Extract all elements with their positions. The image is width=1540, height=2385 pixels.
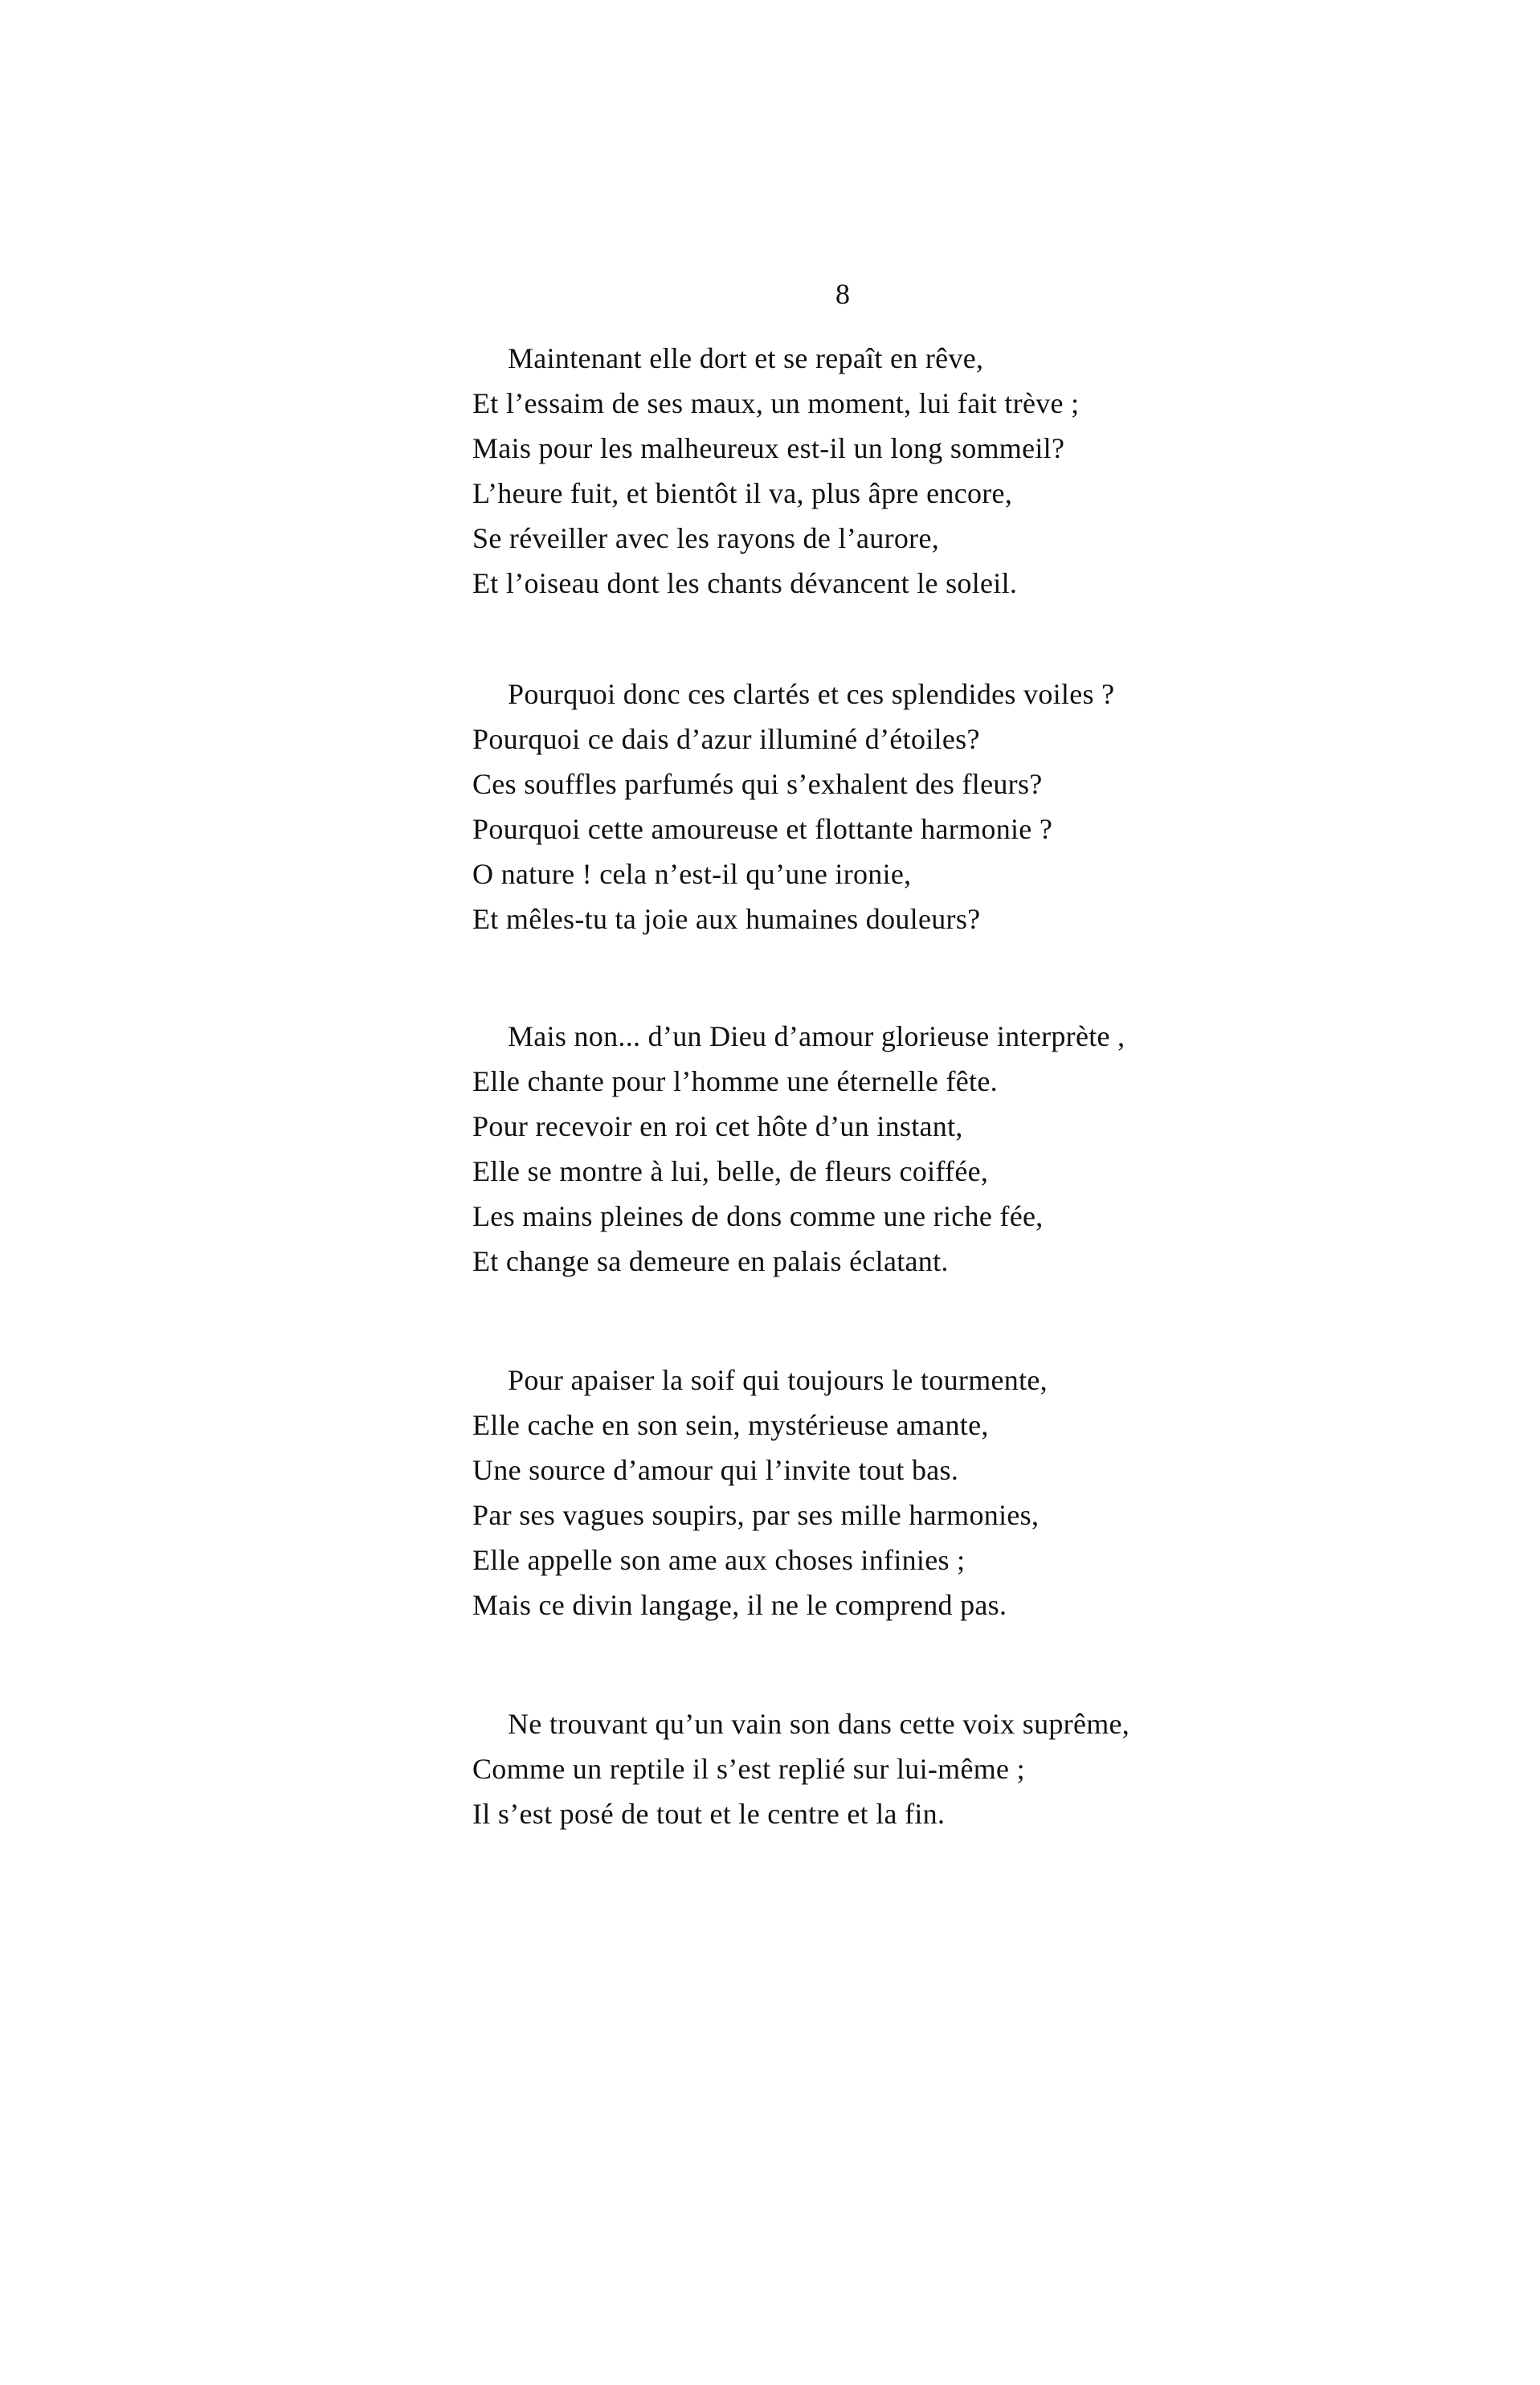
verse-line: Pourquoi ce dais d’azur illuminé d’étoiles? — [472, 723, 980, 755]
verse-line: Elle chante pour l’homme une éternelle fête. — [472, 1065, 998, 1097]
verse-line: Elle cache en son sein, mystérieuse amante, — [472, 1409, 989, 1441]
verse-line: Et change sa demeure en palais éclatant. — [472, 1245, 949, 1277]
verse-line: Et mêles-tu ta joie aux humaines douleurs? — [472, 903, 981, 935]
verse-line: Il s’est posé de tout et le centre et la fin. — [472, 1798, 946, 1830]
page-number: 8 — [835, 278, 850, 310]
verse-line: Elle appelle son ame aux choses infinies ; — [472, 1544, 966, 1576]
verse-line: L’heure fuit, et bientôt il va, plus âpre encore, — [472, 477, 1013, 509]
verse-line: Pour apaiser la soif qui toujours le tourmente, — [508, 1364, 1048, 1396]
stanza — [472, 1701, 1276, 1836]
verse-line: Mais pour les malheureux est-il un long sommeil? — [472, 432, 1065, 464]
verse-line: Et l’oiseau dont les chants dévancent le soleil. — [472, 567, 1018, 599]
verse-line: Par ses vagues soupirs, par ses mille harmonies, — [472, 1499, 1040, 1531]
verse-line: Maintenant elle dort et se repaît en rêve, — [508, 342, 984, 374]
verse-line: Pourquoi donc ces clartés et ces splendides voiles ? — [508, 678, 1115, 710]
stanza — [472, 1014, 1276, 1284]
verse-line: Pourquoi cette amoureuse et flottante harmonie ? — [472, 813, 1053, 845]
verse-line: Une source d’amour qui l’invite tout bas. — [472, 1454, 959, 1486]
verse-line: Et l’essaim de ses maux, un moment, lui fait trève ; — [472, 387, 1080, 419]
stanza — [472, 336, 1276, 606]
verse-line: Ces souffles parfumés qui s’exhalent des fleurs? — [472, 768, 1043, 800]
stanza — [472, 672, 1276, 941]
verse-line: O nature ! cela n’est-il qu’une ironie, — [472, 858, 912, 890]
stanza — [472, 1358, 1276, 1627]
verse-line: Ne trouvant qu’un vain son dans cette voix suprême, — [508, 1708, 1130, 1740]
verse-line: Se réveiller avec les rayons de l’aurore, — [472, 522, 940, 554]
verse-line: Elle se montre à lui, belle, de fleurs coiffée, — [472, 1155, 989, 1187]
verse-line: Mais ce divin langage, il ne le comprend pas. — [472, 1589, 1007, 1621]
verse-line: Comme un reptile il s’est replié sur lui-même ; — [472, 1753, 1025, 1785]
verse-line: Mais non... d’un Dieu d’amour glorieuse interprète , — [508, 1020, 1125, 1052]
verse-line: Les mains pleines de dons comme une riche fée, — [472, 1200, 1044, 1232]
verse-line: Pour recevoir en roi cet hôte d’un instant, — [472, 1110, 963, 1142]
